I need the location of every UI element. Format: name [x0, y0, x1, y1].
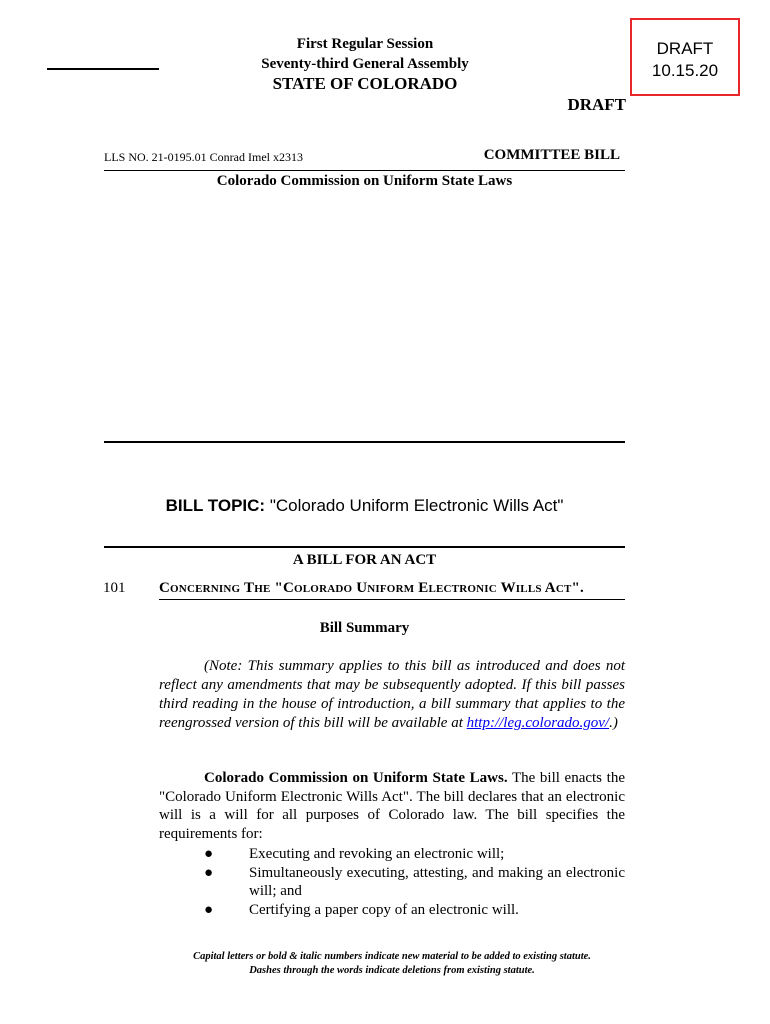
bill-topic	[104, 496, 625, 516]
summary-paragraph	[159, 769, 625, 843]
footer-note	[104, 950, 680, 978]
bullet-icon: ●	[204, 864, 214, 881]
draft-label: DRAFT	[567, 95, 626, 114]
divider	[104, 170, 625, 171]
bullet-icon: ●	[204, 846, 214, 862]
summary-note-end: .)	[609, 715, 618, 731]
requirements-list	[159, 845, 625, 919]
concerning-clause: CONCERNING THE "COLORADO UNIFORM ELECTRONIC WILLS ACT".	[159, 580, 585, 596]
divider	[104, 546, 625, 548]
bill-type: COMMITTEE BILL	[483, 147, 620, 163]
draft-stamp-date: 10.15.20	[651, 61, 719, 80]
summary-heading: Bill Summary	[319, 620, 410, 636]
act-heading: A BILL FOR AN ACT	[292, 552, 437, 568]
footer-line-1: Capital letters or bold & italic numbers indicate new material to be added to existing statute.	[193, 951, 591, 962]
list-item-text: Executing and revoking an electronic will;	[249, 846, 505, 862]
line-number: 101	[103, 580, 126, 596]
draft-stamp	[630, 18, 740, 96]
bill-topic-value: "Colorado Uniform Electronic Wills Act"	[269, 496, 564, 515]
list-item	[159, 845, 625, 864]
draft-stamp-label: DRAFT	[656, 39, 714, 58]
sponsor: Colorado Commission on Uniform State Laws	[216, 173, 513, 189]
summary-note	[159, 657, 625, 733]
summary-lead: Colorado Commission on Uniform State Laws.	[204, 770, 508, 786]
list-item-text: Simultaneously executing, attesting, and making an electronic will; and	[249, 864, 625, 899]
concerning-underline	[159, 599, 625, 600]
session-title: First Regular Session	[296, 36, 434, 52]
summary-note-text: (Note: This summary applies to this bill as introduced and does not reflect any amendments that may be subsequently adopted. If this bill passes third reading in the house of introduction, a bill summary that applies to the reengrossed version of this bill will be available at	[159, 658, 625, 731]
list-item	[159, 901, 625, 920]
assembly-title: Seventy-third General Assembly	[261, 56, 469, 72]
leg-website-link[interactable]: http://leg.colorado.gov/	[466, 715, 610, 731]
list-item	[159, 864, 625, 901]
bullet-icon: ●	[204, 901, 214, 918]
state-title: STATE OF COLORADO	[272, 74, 458, 93]
list-item-text: Certifying a paper copy of an electronic will.	[249, 901, 519, 918]
bill-topic-label: BILL TOPIC:	[165, 496, 266, 515]
summary-body: The bill enacts the "Colorado Uniform Electronic Wills Act". The bill declares that an electronic will is a will for all purposes of Colorado law. The bill specifies the requirements for:	[159, 770, 625, 842]
signature-line	[47, 68, 159, 70]
lls-number: LLS NO. 21-0195.01 Conrad Imel x2313	[104, 150, 303, 164]
footer-line-2: Dashes through the words indicate deletions from existing statute.	[249, 965, 535, 976]
divider	[104, 441, 625, 443]
